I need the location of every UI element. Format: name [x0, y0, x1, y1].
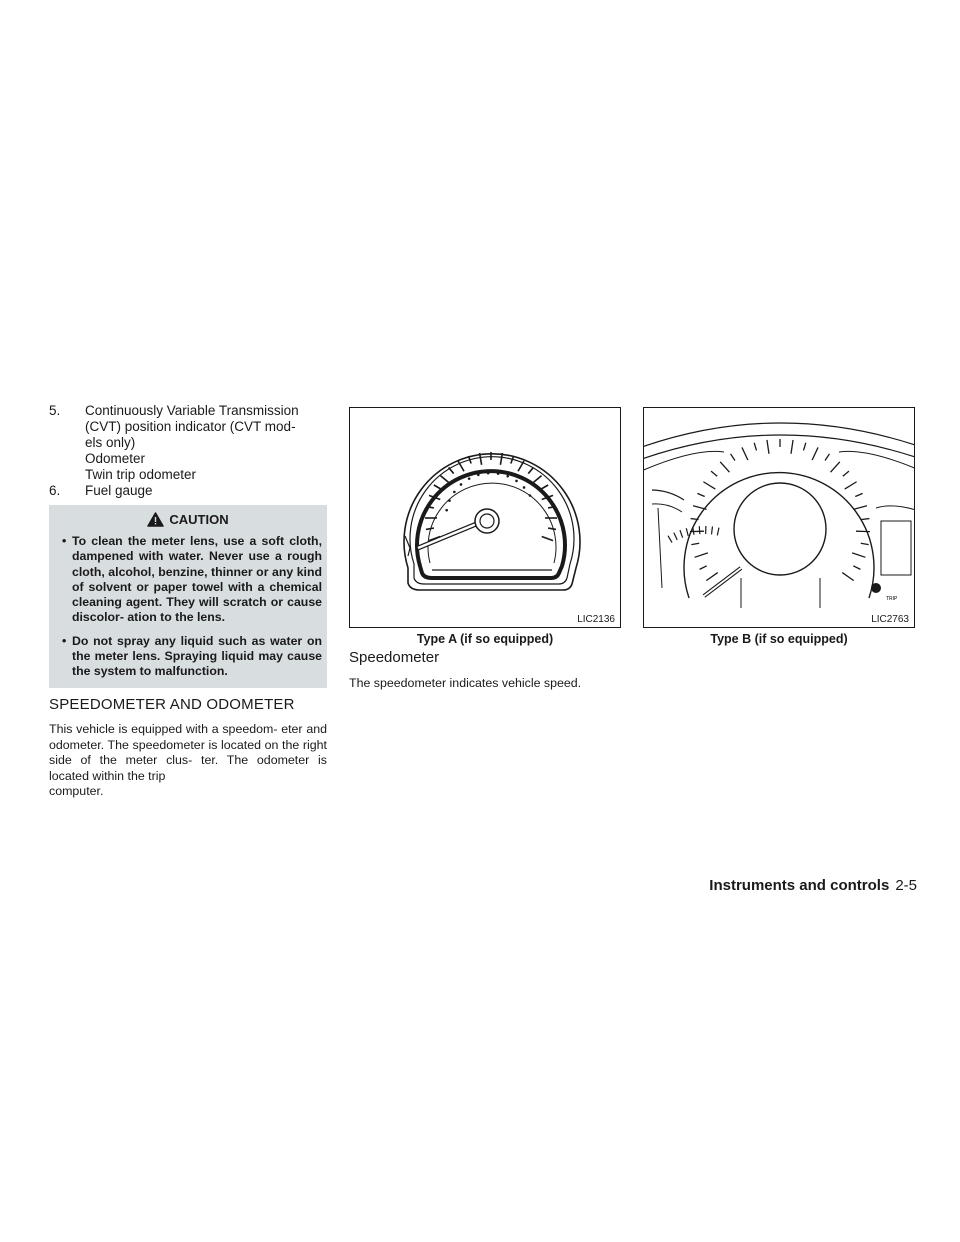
subsection-text: The speedometer indicates vehicle speed.	[349, 676, 582, 690]
caution-header	[49, 505, 327, 528]
warning-icon	[147, 512, 164, 527]
tick-mark	[804, 443, 806, 451]
figure-type-a	[349, 407, 621, 628]
list-item-6	[49, 483, 327, 499]
tick-mark	[754, 443, 756, 451]
dial-ticks	[690, 439, 870, 581]
tick-mark	[700, 566, 707, 570]
tick-mark	[791, 440, 793, 454]
tick-mark	[812, 447, 818, 460]
tick-mark	[842, 573, 853, 581]
caution-list	[49, 534, 327, 680]
list-text: els only)	[85, 435, 136, 450]
tick-mark	[699, 526, 700, 534]
tick-mark	[712, 526, 713, 534]
tick-mark	[434, 485, 441, 489]
list-number: 6.	[49, 483, 61, 498]
tick-mark	[720, 462, 729, 472]
dial-number-mark	[487, 472, 490, 475]
tick-mark	[861, 519, 869, 520]
list-text: Fuel gauge	[85, 483, 153, 498]
tick-mark	[845, 482, 857, 489]
tick-mark	[695, 553, 708, 557]
tick-mark	[528, 467, 533, 473]
tick-mark	[711, 471, 717, 476]
tick-mark	[686, 528, 688, 536]
tick-mark	[541, 485, 548, 489]
dial-number-mark	[523, 486, 526, 489]
dial-number-mark	[445, 509, 448, 512]
figure-caption-b: Type B (if so equipped)	[710, 632, 848, 646]
paragraph-text-end: computer.	[49, 784, 104, 799]
dial-number-mark	[460, 483, 463, 486]
tick-mark	[697, 493, 704, 496]
list-text: Continuously Variable Transmission	[85, 403, 299, 418]
tick-mark	[843, 471, 849, 476]
dial-number-mark	[506, 475, 509, 478]
left-gauge-ticks	[668, 526, 719, 543]
tick-mark	[542, 536, 553, 540]
tick-mark	[691, 543, 699, 544]
list-text: Twin trip odometer	[85, 467, 197, 482]
caution-bullet: • Do not spray any liquid such as water on the meter lens. Spraying liquid may cause the system to malfunction.	[62, 634, 322, 680]
tick-mark	[742, 447, 748, 460]
tick-mark	[767, 440, 769, 454]
tick-mark	[853, 506, 867, 510]
tick-mark	[853, 566, 860, 570]
footer-section: Instruments and controls	[709, 877, 890, 894]
section-heading: SPEEDOMETER AND ODOMETER	[49, 696, 295, 713]
figure-code: LIC2763	[871, 614, 909, 625]
tick-mark	[548, 528, 556, 529]
speedometer-illustration-a	[350, 408, 621, 628]
list-number: 5.	[49, 403, 61, 418]
tick-mark	[532, 476, 541, 484]
tick-mark	[852, 553, 865, 557]
tick-mark	[717, 528, 719, 536]
tick-mark	[731, 454, 735, 461]
speedometer-illustration-b	[644, 408, 915, 628]
page-number: 2-5	[895, 877, 917, 894]
tick-mark	[674, 533, 677, 540]
dial-number-mark	[453, 491, 456, 494]
tick-mark	[440, 476, 449, 484]
dial-number-mark	[497, 472, 500, 475]
tick-mark	[703, 482, 715, 489]
tick-mark	[668, 536, 672, 543]
figure-type-b	[643, 407, 915, 628]
tick-mark	[691, 519, 699, 520]
subsection-heading: Speedometer	[349, 649, 440, 666]
figure-caption-a: Type A (if so equipped)	[416, 632, 554, 646]
tick-mark	[680, 530, 683, 538]
tick-mark	[426, 528, 434, 529]
tick-mark	[831, 462, 840, 472]
trip-label: TRIP	[886, 596, 898, 602]
caution-title: CAUTION	[169, 511, 229, 527]
dial-number-mark	[515, 480, 518, 483]
tick-mark	[449, 467, 454, 473]
dial-number-mark	[448, 499, 451, 502]
figure-code: LIC2136	[577, 614, 615, 625]
list-item-5	[49, 403, 327, 483]
paragraph-text: This vehicle is equipped with a speedom- eter and odometer. The speedometer is located on the right side of the meter clus- ter. The odometer is located within the trip	[49, 722, 327, 783]
caution-box	[49, 505, 327, 688]
tick-mark	[825, 454, 829, 461]
numbered-list	[49, 403, 327, 499]
dial-number-mark	[529, 494, 532, 497]
tick-mark	[706, 573, 717, 581]
list-text: (CVT) position indicator (CVT mod-	[85, 419, 296, 434]
list-text: Odometer	[85, 451, 146, 466]
page-footer	[709, 877, 917, 894]
tick-mark	[861, 543, 869, 544]
caution-bullet: • To clean the meter lens, use a soft cloth, dampened with water. Never use a rough cloth, alcohol, benzine, thinner or any kind of solvent or paper towel with a chemical cleaning agent. They will scratch or cause discolor- ation to the lens.	[62, 534, 322, 626]
dial-number-mark	[477, 474, 480, 477]
tick-mark	[855, 493, 862, 496]
section-paragraph	[49, 722, 327, 800]
dial-number-mark	[468, 477, 471, 480]
